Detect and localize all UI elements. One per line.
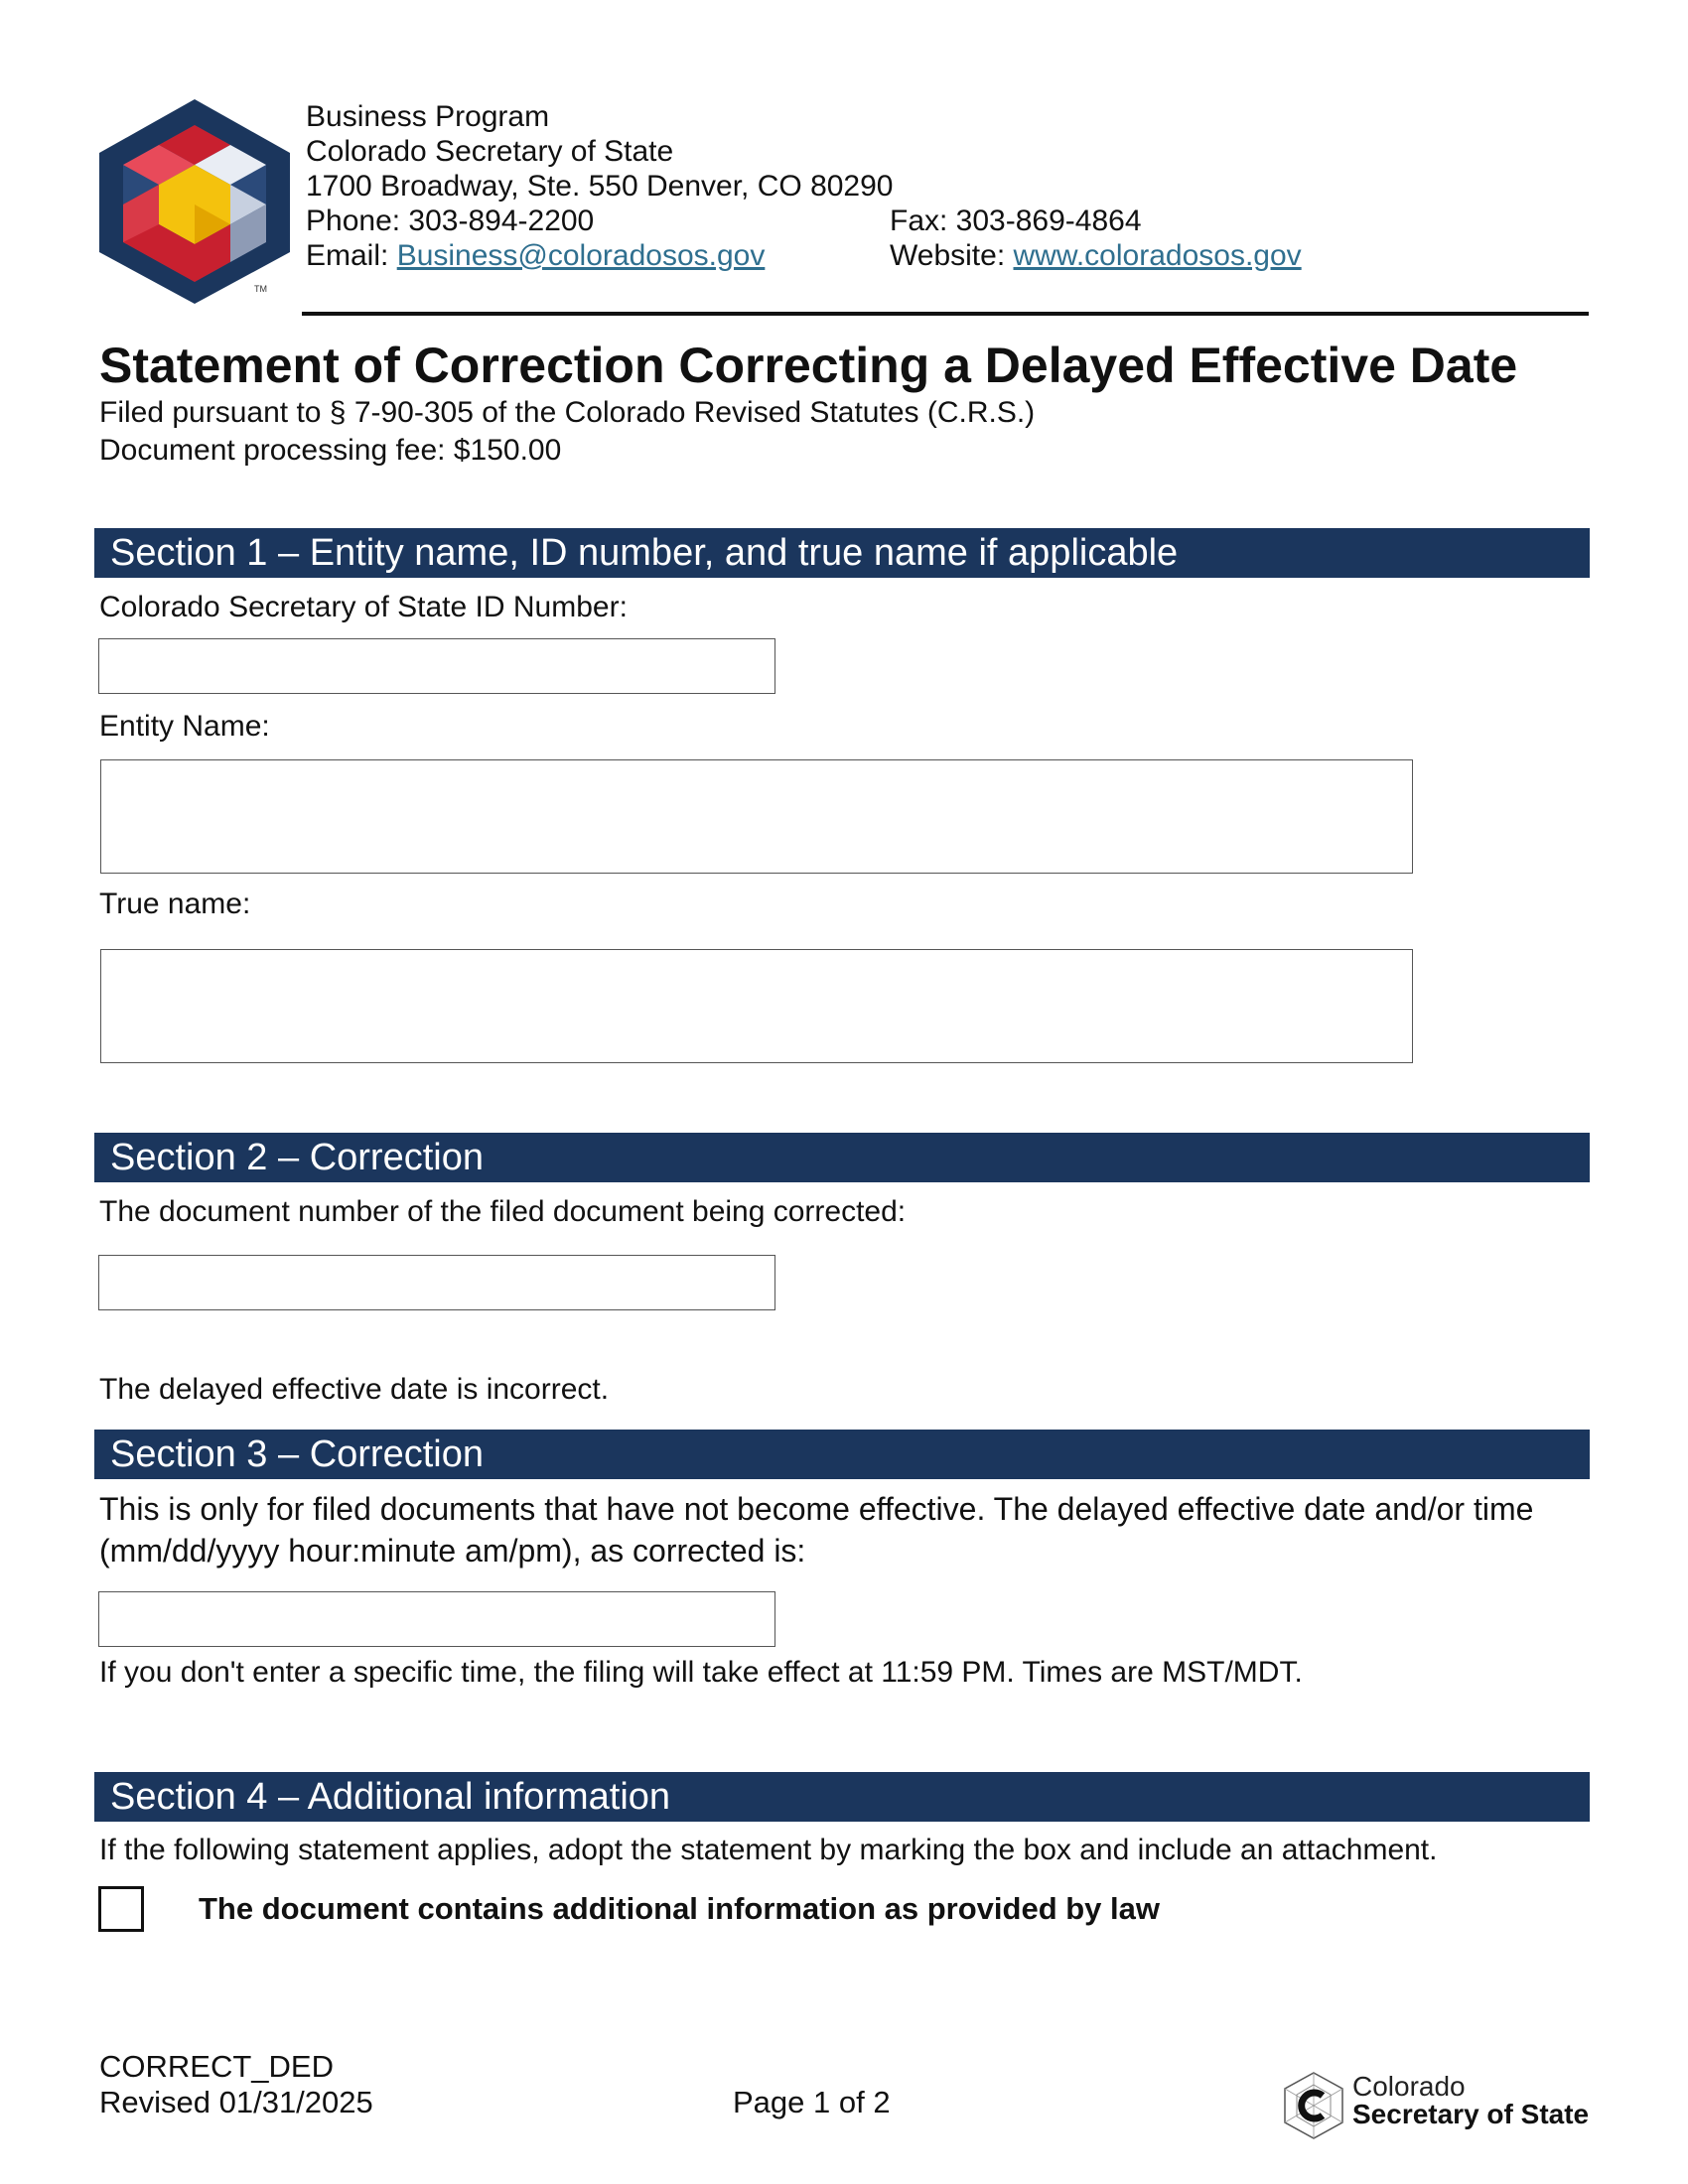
time-hint: If you don't enter a specific time, the filing will take effect at 11:59 PM. Times are MST/MDT. xyxy=(99,1656,1303,1689)
org-line-agency: Colorado Secretary of State xyxy=(306,135,674,168)
section-3-instructions: This is only for filed documents that have not become effective. The delayed effective date and/or time (mm/dd/yyyy hour:minute am/pm), as corrected is: xyxy=(99,1491,1534,1569)
phone-number: Phone: 303-894-2200 xyxy=(306,205,595,237)
footer-brand-sos: Secretary of State xyxy=(1352,2099,1590,2129)
org-line-address: 1700 Broadway, Ste. 550 Denver, CO 80290 xyxy=(306,170,894,203)
document-number-input[interactable] xyxy=(98,1255,775,1310)
processing-fee: Document processing fee: $150.00 xyxy=(99,434,562,467)
website-label: Website: xyxy=(890,239,1014,272)
true-name-input[interactable] xyxy=(100,949,1413,1063)
form-code: CORRECT_DED xyxy=(99,2049,334,2084)
website-link[interactable]: www.coloradosos.gov xyxy=(1013,239,1302,272)
corrected-date-input[interactable] xyxy=(98,1591,775,1647)
page-title: Statement of Correction Correcting a Delayed Effective Date xyxy=(99,338,1518,393)
entity-name-input[interactable] xyxy=(100,759,1413,874)
entity-name-label: Entity Name: xyxy=(99,710,270,743)
section-4-heading: Section 4 – Additional information xyxy=(94,1772,1590,1822)
incorrect-date-note: The delayed effective date is incorrect. xyxy=(99,1373,610,1406)
org-line-business-program: Business Program xyxy=(306,100,550,133)
statute-reference: Filed pursuant to § 7-90-305 of the Colorado Revised Statutes (C.R.S.) xyxy=(99,396,1036,429)
additional-info-checkbox-label[interactable]: The document contains additional information as provided by law xyxy=(199,1891,1160,1926)
footer-brand-colorado: Colorado xyxy=(1352,2071,1466,2102)
section-3-heading: Section 3 – Correction xyxy=(94,1430,1590,1479)
colorado-sos-logo xyxy=(95,95,294,306)
section-1-heading: Section 1 – Entity name, ID number, and true name if applicable xyxy=(94,528,1590,578)
email-line xyxy=(306,238,765,273)
revision-date: Revised 01/31/2025 xyxy=(99,2085,373,2119)
section-2-heading: Section 2 – Correction xyxy=(94,1133,1590,1182)
true-name-label: True name: xyxy=(99,887,251,920)
trademark-mark: TM xyxy=(254,284,267,294)
sos-footer-logo-icon xyxy=(1283,2071,1344,2140)
email-link[interactable]: Business@coloradosos.gov xyxy=(396,239,766,272)
email-label: Email: xyxy=(306,239,397,272)
additional-info-checkbox[interactable] xyxy=(98,1886,144,1932)
website-line xyxy=(890,238,1302,273)
sos-id-label: Colorado Secretary of State ID Number: xyxy=(99,591,628,623)
document-number-label: The document number of the filed document being corrected: xyxy=(99,1195,907,1228)
fax-number: Fax: 303-869-4864 xyxy=(890,205,1142,237)
header-divider xyxy=(302,312,1589,316)
page-indicator: Page 1 of 2 xyxy=(733,2085,891,2119)
sos-id-input[interactable] xyxy=(98,638,775,694)
additional-info-instruction: If the following statement applies, adopt the statement by marking the box and include an attachment. xyxy=(99,1834,1438,1866)
